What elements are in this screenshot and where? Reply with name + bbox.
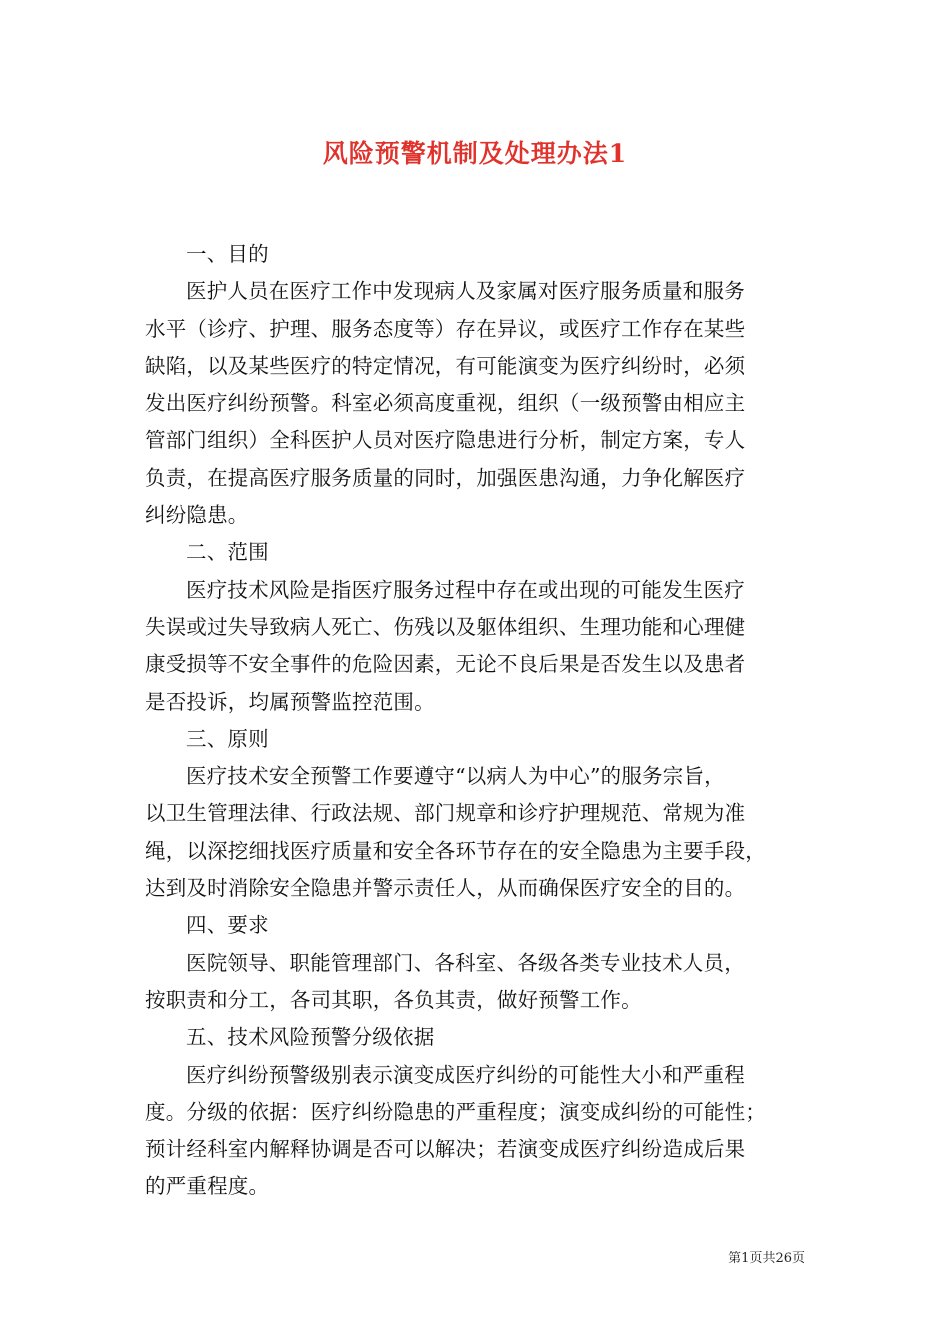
paragraph-line: 医护人员在医疗工作中发现病人及家属对医疗服务质量和服务 — [186, 279, 745, 304]
paragraph-line: 失误或过失导致病人死亡、伤残以及躯体组织、生理功能和心理健 — [145, 614, 746, 639]
paragraph-line: 预计经科室内解释协调是否可以解决；若演变成医疗纠纷造成后果 — [145, 1137, 746, 1162]
paragraph-line: 管部门组织）全科医护人员对医疗隐患进行分析，制定方案，专人 — [145, 428, 746, 453]
paragraph-line: 医疗技术安全预警工作要遵守“以病人为中心”的服务宗旨， — [186, 764, 725, 789]
paragraph-line: 的严重程度。 — [145, 1174, 270, 1199]
section-heading: 四、要求 — [186, 913, 269, 938]
paragraph-line: 缺陷，以及某些医疗的特定情况，有可能演变为医疗纠纷时，必须 — [145, 353, 746, 378]
paragraph-line: 医疗技术风险是指医疗服务过程中存在或出现的可能发生医疗 — [186, 577, 745, 602]
page-number: 第1页共26页 — [728, 1251, 805, 1266]
paragraph-line: 水平（诊疗、护理、服务态度等）存在异议，或医疗工作存在某些 — [145, 316, 746, 341]
paragraph-line: 医疗纠纷预警级别表示演变成医疗纠纷的可能性大小和严重程 — [186, 1062, 745, 1087]
paragraph-line: 负责，在提高医疗服务质量的同时，加强医患沟通，力争化解医疗 — [145, 465, 746, 490]
paragraph-line: 纠纷隐患。 — [145, 503, 249, 528]
section-heading: 二、范围 — [186, 540, 269, 565]
paragraph-line: 度。分级的依据：医疗纠纷隐患的严重程度；演变成纠纷的可能性； — [145, 1099, 766, 1124]
paragraph-line: 按职责和分工，各司其职，各负其责，做好预警工作。 — [145, 987, 642, 1012]
section-heading: 五、技术风险预警分级依据 — [186, 1025, 435, 1050]
paragraph-line: 绳，以深挖细找医疗质量和安全各环节存在的安全隐患为主要手段， — [145, 838, 766, 863]
paragraph-line: 发出医疗纠纷预警。科室必须高度重视，组织（一级预警由相应主 — [145, 391, 746, 416]
paragraph-line: 康受损等不安全事件的危险因素，无论不良后果是否发生以及患者 — [145, 652, 746, 677]
section-heading: 三、原则 — [186, 726, 269, 751]
paragraph-line: 是否投诉，均属预警监控范围。 — [145, 689, 435, 714]
paragraph-line: 医院领导、职能管理部门、各科室、各级各类专业技术人员， — [186, 950, 745, 975]
paragraph-line: 达到及时消除安全隐患并警示责任人，从而确保医疗安全的目的。 — [145, 876, 746, 901]
section-heading: 一、目的 — [186, 242, 269, 266]
document-title: 风险预警机制及处理办法1 — [322, 139, 628, 168]
document-body — [145, 236, 805, 1206]
paragraph-line: 以卫生管理法律、行政法规、部门规章和诊疗护理规范、常规为准 — [145, 801, 746, 826]
